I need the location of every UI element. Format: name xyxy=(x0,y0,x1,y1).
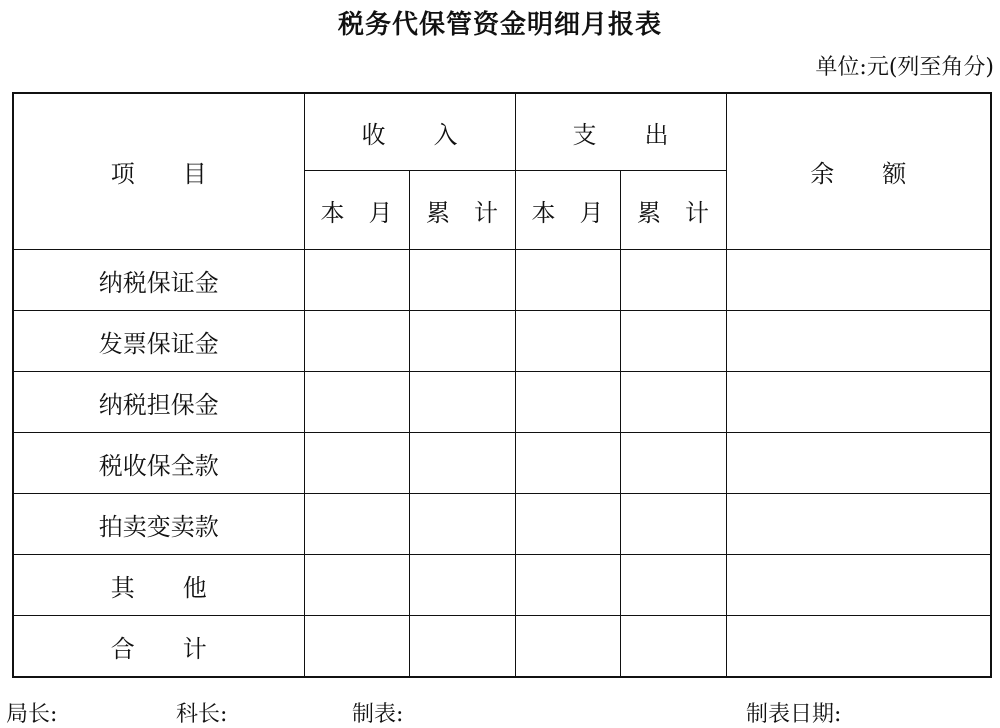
table-row xyxy=(13,372,991,433)
cell-expense-month[interactable] xyxy=(515,250,620,311)
cell-income-cumulative[interactable] xyxy=(409,311,515,372)
report-date-label: 制表日期: xyxy=(746,702,842,727)
cell-expense-month[interactable] xyxy=(515,372,620,433)
cell-expense-cumulative[interactable] xyxy=(620,555,726,616)
row-label: 合 计 xyxy=(13,616,304,678)
cell-income-month[interactable] xyxy=(304,616,409,678)
cell-income-cumulative[interactable] xyxy=(409,616,515,678)
table-row xyxy=(13,555,991,616)
cell-expense-cumulative[interactable] xyxy=(620,250,726,311)
cell-income-cumulative[interactable] xyxy=(409,372,515,433)
row-label: 纳税担保金 xyxy=(13,372,304,433)
row-label: 拍卖变卖款 xyxy=(13,494,304,555)
cell-expense-month[interactable] xyxy=(515,555,620,616)
cell-balance[interactable] xyxy=(726,433,991,494)
cell-expense-month[interactable] xyxy=(515,616,620,678)
table-row xyxy=(13,311,991,372)
cell-income-month[interactable] xyxy=(304,250,409,311)
expense-header: 支 出 xyxy=(515,93,726,171)
cell-income-month[interactable] xyxy=(304,494,409,555)
cell-income-month[interactable] xyxy=(304,311,409,372)
unit-note: 单位:元(列至角分) xyxy=(815,55,994,80)
cell-income-cumulative[interactable] xyxy=(409,433,515,494)
cell-expense-cumulative[interactable] xyxy=(620,494,726,555)
report-title: 税务代保管资金明细月报表 xyxy=(337,10,662,40)
income-this-month-header: 本 月 xyxy=(304,171,409,250)
cell-income-month[interactable] xyxy=(304,372,409,433)
preparer-signature-label: 制表: xyxy=(352,702,404,727)
income-cumulative-header: 累 计 xyxy=(409,171,515,250)
cell-expense-month[interactable] xyxy=(515,433,620,494)
director-signature-label: 局长: xyxy=(6,702,58,727)
cell-income-cumulative[interactable] xyxy=(409,555,515,616)
income-header: 收 入 xyxy=(304,93,515,171)
cell-expense-month[interactable] xyxy=(515,494,620,555)
cell-expense-cumulative[interactable] xyxy=(620,311,726,372)
row-label: 发票保证金 xyxy=(13,311,304,372)
cell-income-month[interactable] xyxy=(304,433,409,494)
cell-expense-cumulative[interactable] xyxy=(620,372,726,433)
cell-income-cumulative[interactable] xyxy=(409,494,515,555)
header-row-1 xyxy=(13,93,991,171)
table-row xyxy=(13,433,991,494)
row-label: 税收保全款 xyxy=(13,433,304,494)
cell-balance[interactable] xyxy=(726,311,991,372)
table-row xyxy=(13,494,991,555)
cell-balance[interactable] xyxy=(726,616,991,678)
balance-header: 余 额 xyxy=(726,93,991,250)
cell-balance[interactable] xyxy=(726,372,991,433)
table-row xyxy=(13,250,991,311)
row-label: 其 他 xyxy=(13,555,304,616)
item-header: 项 目 xyxy=(13,93,304,250)
cell-expense-cumulative[interactable] xyxy=(620,616,726,678)
cell-expense-month[interactable] xyxy=(515,311,620,372)
cell-income-cumulative[interactable] xyxy=(409,250,515,311)
cell-balance[interactable] xyxy=(726,250,991,311)
expense-cumulative-header: 累 计 xyxy=(620,171,726,250)
expense-this-month-header: 本 月 xyxy=(515,171,620,250)
table-row xyxy=(13,616,991,678)
cell-balance[interactable] xyxy=(726,555,991,616)
section-chief-signature-label: 科长: xyxy=(176,702,228,727)
row-label: 纳税保证金 xyxy=(13,250,304,311)
report-table xyxy=(12,92,992,678)
cell-expense-cumulative[interactable] xyxy=(620,433,726,494)
cell-income-month[interactable] xyxy=(304,555,409,616)
cell-balance[interactable] xyxy=(726,494,991,555)
